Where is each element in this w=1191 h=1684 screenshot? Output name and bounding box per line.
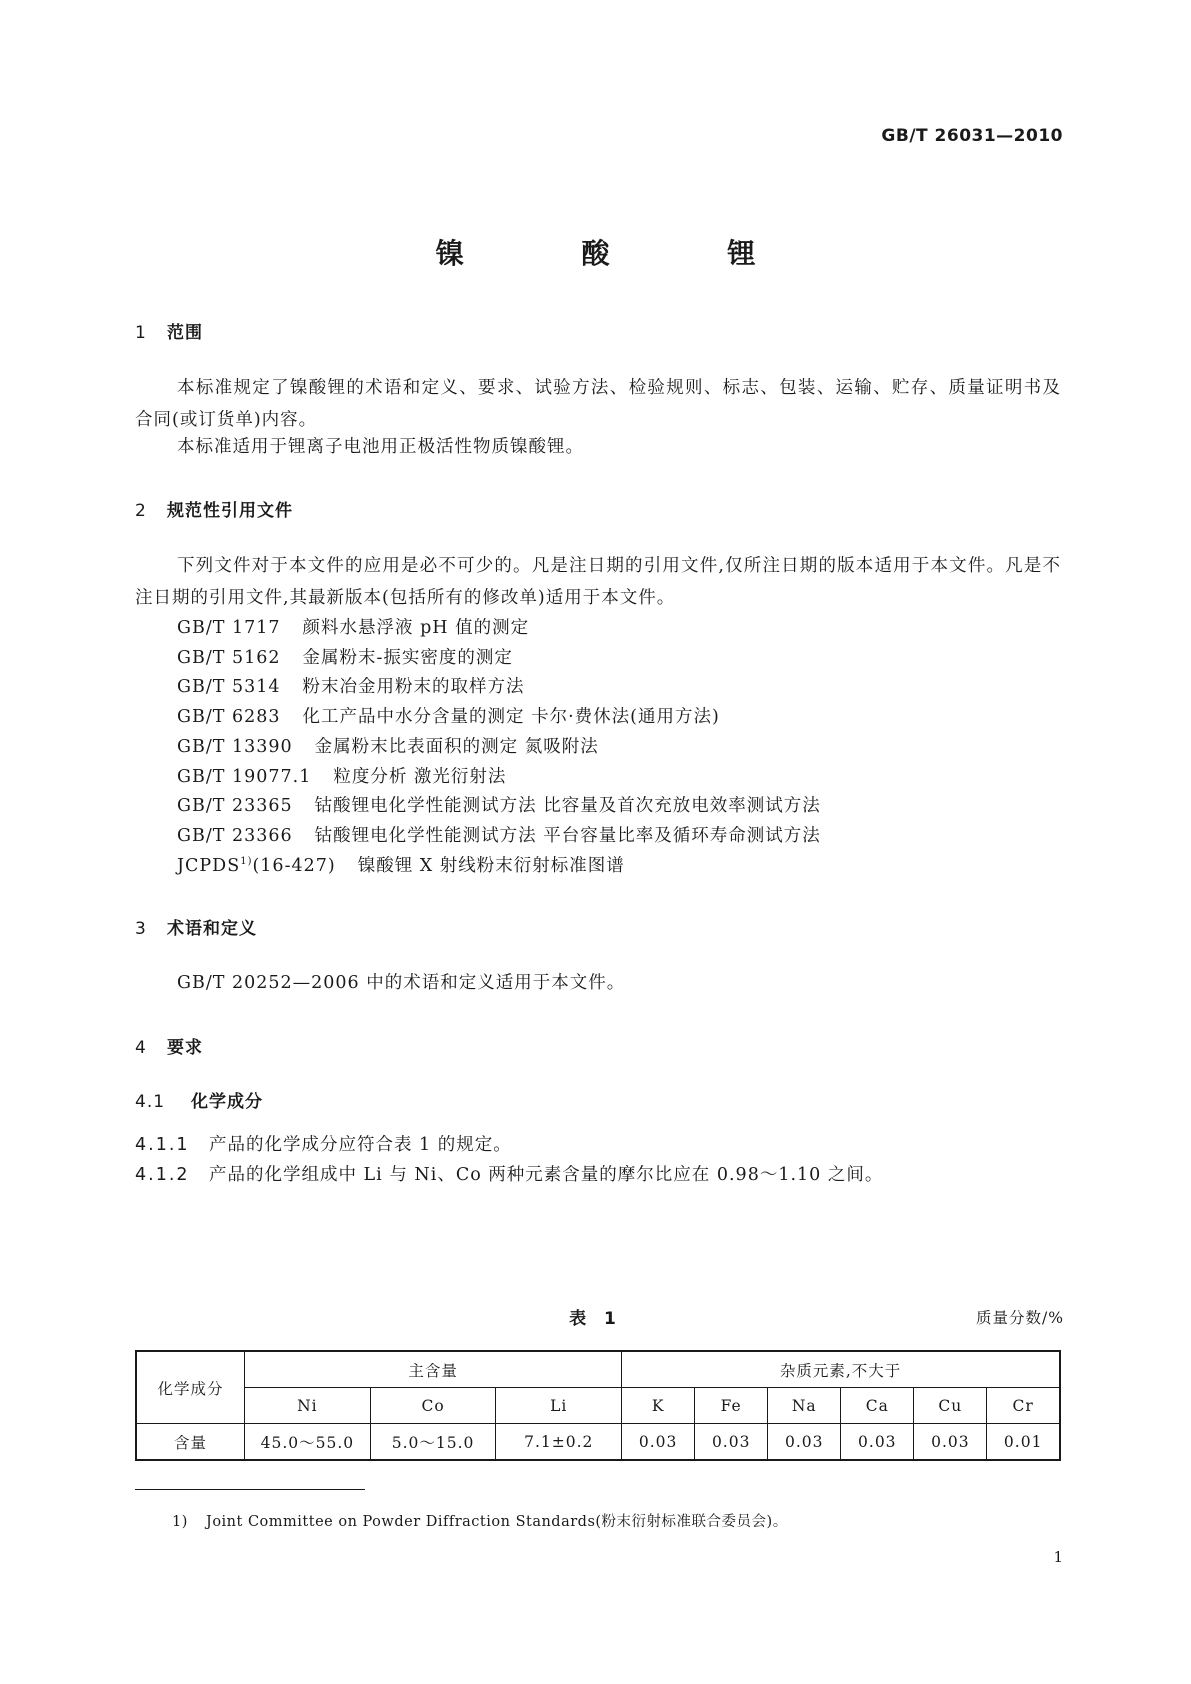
reference-code: GB/T 23365 [177, 796, 293, 816]
reference-code: GB/T 1717 [177, 618, 281, 638]
reference-item [177, 852, 625, 877]
chemical-composition-table [135, 1350, 1061, 1461]
subsection-title: 化学成分 [191, 1092, 263, 1112]
section-title: 范围 [167, 323, 203, 343]
table-cell: 0.03 [695, 1424, 768, 1461]
table-unit: 质量分数/% [976, 1309, 1064, 1327]
reference-item [177, 614, 529, 639]
column-header: Ni [245, 1388, 371, 1424]
table-cell: 0.01 [987, 1424, 1060, 1461]
footnote-text: Joint Committee on Powder Diffraction Standards(粉末衍射标准联合委员会)。 [206, 1514, 788, 1530]
table-cell: 0.03 [622, 1424, 695, 1461]
clause-number: 4.1.1 [135, 1135, 190, 1155]
reference-item [177, 703, 720, 728]
reference-item [177, 763, 506, 788]
section-4-heading [135, 1033, 203, 1058]
column-header: Ca [841, 1388, 914, 1424]
footnote [172, 1510, 788, 1531]
table-cell: 0.03 [914, 1424, 987, 1461]
standard-code: GB/T 26031—2010 [881, 126, 1063, 146]
clause-text: 产品的化学组成中 Li 与 Ni、Co 两种元素含量的摩尔比应在 0.98～1.10 之间。 [209, 1165, 884, 1185]
reference-title: 钴酸锂电化学性能测试方法 平台容量比率及循环寿命测试方法 [314, 826, 821, 846]
subsection-4-1-heading [135, 1087, 263, 1112]
section-3-heading [135, 914, 257, 939]
page-number: 1 [1053, 1548, 1063, 1566]
group-header-main: 主含量 [245, 1351, 622, 1388]
reference-title: 镍酸锂 X 射线粉末衍射标准图谱 [357, 856, 625, 876]
section-number: 3 [135, 919, 147, 939]
reference-title: 化工产品中水分含量的测定 卡尔·费休法(通用方法) [302, 707, 720, 727]
footnote-divider [135, 1489, 365, 1490]
reference-code-suffix: (16-427) [252, 856, 336, 876]
reference-code: GB/T 5314 [177, 677, 281, 697]
footnote-mark: 1) [172, 1514, 188, 1530]
reference-code: GB/T 6283 [177, 707, 281, 727]
section-number: 1 [135, 323, 147, 343]
reference-title: 金属粉末比表面积的测定 氮吸附法 [314, 737, 599, 757]
reference-item [177, 792, 821, 817]
group-header-impurity: 杂质元素,不大于 [622, 1351, 1060, 1388]
section-2-heading [135, 496, 293, 521]
reference-title: 粉末冶金用粉末的取样方法 [302, 677, 525, 697]
reference-item [177, 644, 513, 669]
section-1-paragraph-2: 本标准适用于锂离子电池用正极活性物质镍酸锂。 [177, 437, 584, 457]
table-cell: 5.0～15.0 [370, 1424, 496, 1461]
content-label-cell: 含量 [136, 1424, 245, 1461]
section-1-paragraph-1: 本标准规定了镍酸锂的术语和定义、要求、试验方法、检验规则、标志、包装、运输、贮存、质量证明书及合同(或订货单)内容。 [135, 378, 1061, 430]
column-header: Fe [695, 1388, 768, 1424]
section-title: 术语和定义 [167, 919, 257, 939]
section-title: 规范性引用文件 [167, 501, 293, 521]
reference-item [177, 733, 599, 758]
column-header: K [622, 1388, 695, 1424]
section-1-heading [135, 318, 203, 343]
footnote-marker: 1) [240, 856, 253, 868]
reference-code: GB/T 13390 [177, 737, 293, 757]
section-number: 2 [135, 501, 147, 521]
table-cell: 7.1±0.2 [496, 1424, 622, 1461]
table-cell: 0.03 [768, 1424, 841, 1461]
column-header: Cr [987, 1388, 1060, 1424]
table-cell: 45.0～55.0 [245, 1424, 371, 1461]
table-cell: 0.03 [841, 1424, 914, 1461]
row-header-cell: 化学成分 [136, 1351, 245, 1424]
clause-number: 4.1.2 [135, 1165, 190, 1185]
reference-title: 粒度分析 激光衍射法 [333, 767, 507, 787]
section-title: 要求 [167, 1038, 203, 1058]
clause-4-1-1 [135, 1131, 512, 1156]
reference-item [177, 822, 821, 847]
reference-code: GB/T 5162 [177, 648, 281, 668]
column-header: Cu [914, 1388, 987, 1424]
document-title: 镍 酸 锂 [435, 237, 810, 270]
column-header: Co [370, 1388, 496, 1424]
reference-title: 颜料水悬浮液 pH 值的测定 [302, 618, 530, 638]
reference-code: GB/T 23366 [177, 826, 293, 846]
section-2-intro: 下列文件对于本文件的应用是必不可少的。凡是注日期的引用文件,仅所注日期的版本适用于本文件。凡是不注日期的引用文件,其最新版本(包括所有的修改单)适用于本文件。 [135, 556, 1061, 608]
reference-title: 钴酸锂电化学性能测试方法 比容量及首次充放电效率测试方法 [314, 796, 821, 816]
section-3-paragraph: GB/T 20252—2006 中的术语和定义适用于本文件。 [177, 973, 626, 993]
reference-item [177, 673, 525, 698]
clause-text: 产品的化学成分应符合表 1 的规定。 [209, 1135, 512, 1155]
table-caption: 表 1 [569, 1309, 622, 1329]
table-row [136, 1424, 1060, 1461]
reference-title: 金属粉末-振实密度的测定 [302, 648, 513, 668]
reference-code: GB/T 19077.1 [177, 767, 312, 787]
section-number: 4 [135, 1038, 147, 1058]
reference-code: JCPDS [177, 856, 241, 876]
clause-4-1-2 [135, 1161, 883, 1186]
column-header: Li [496, 1388, 622, 1424]
subsection-number: 4.1 [135, 1092, 166, 1112]
column-header: Na [768, 1388, 841, 1424]
